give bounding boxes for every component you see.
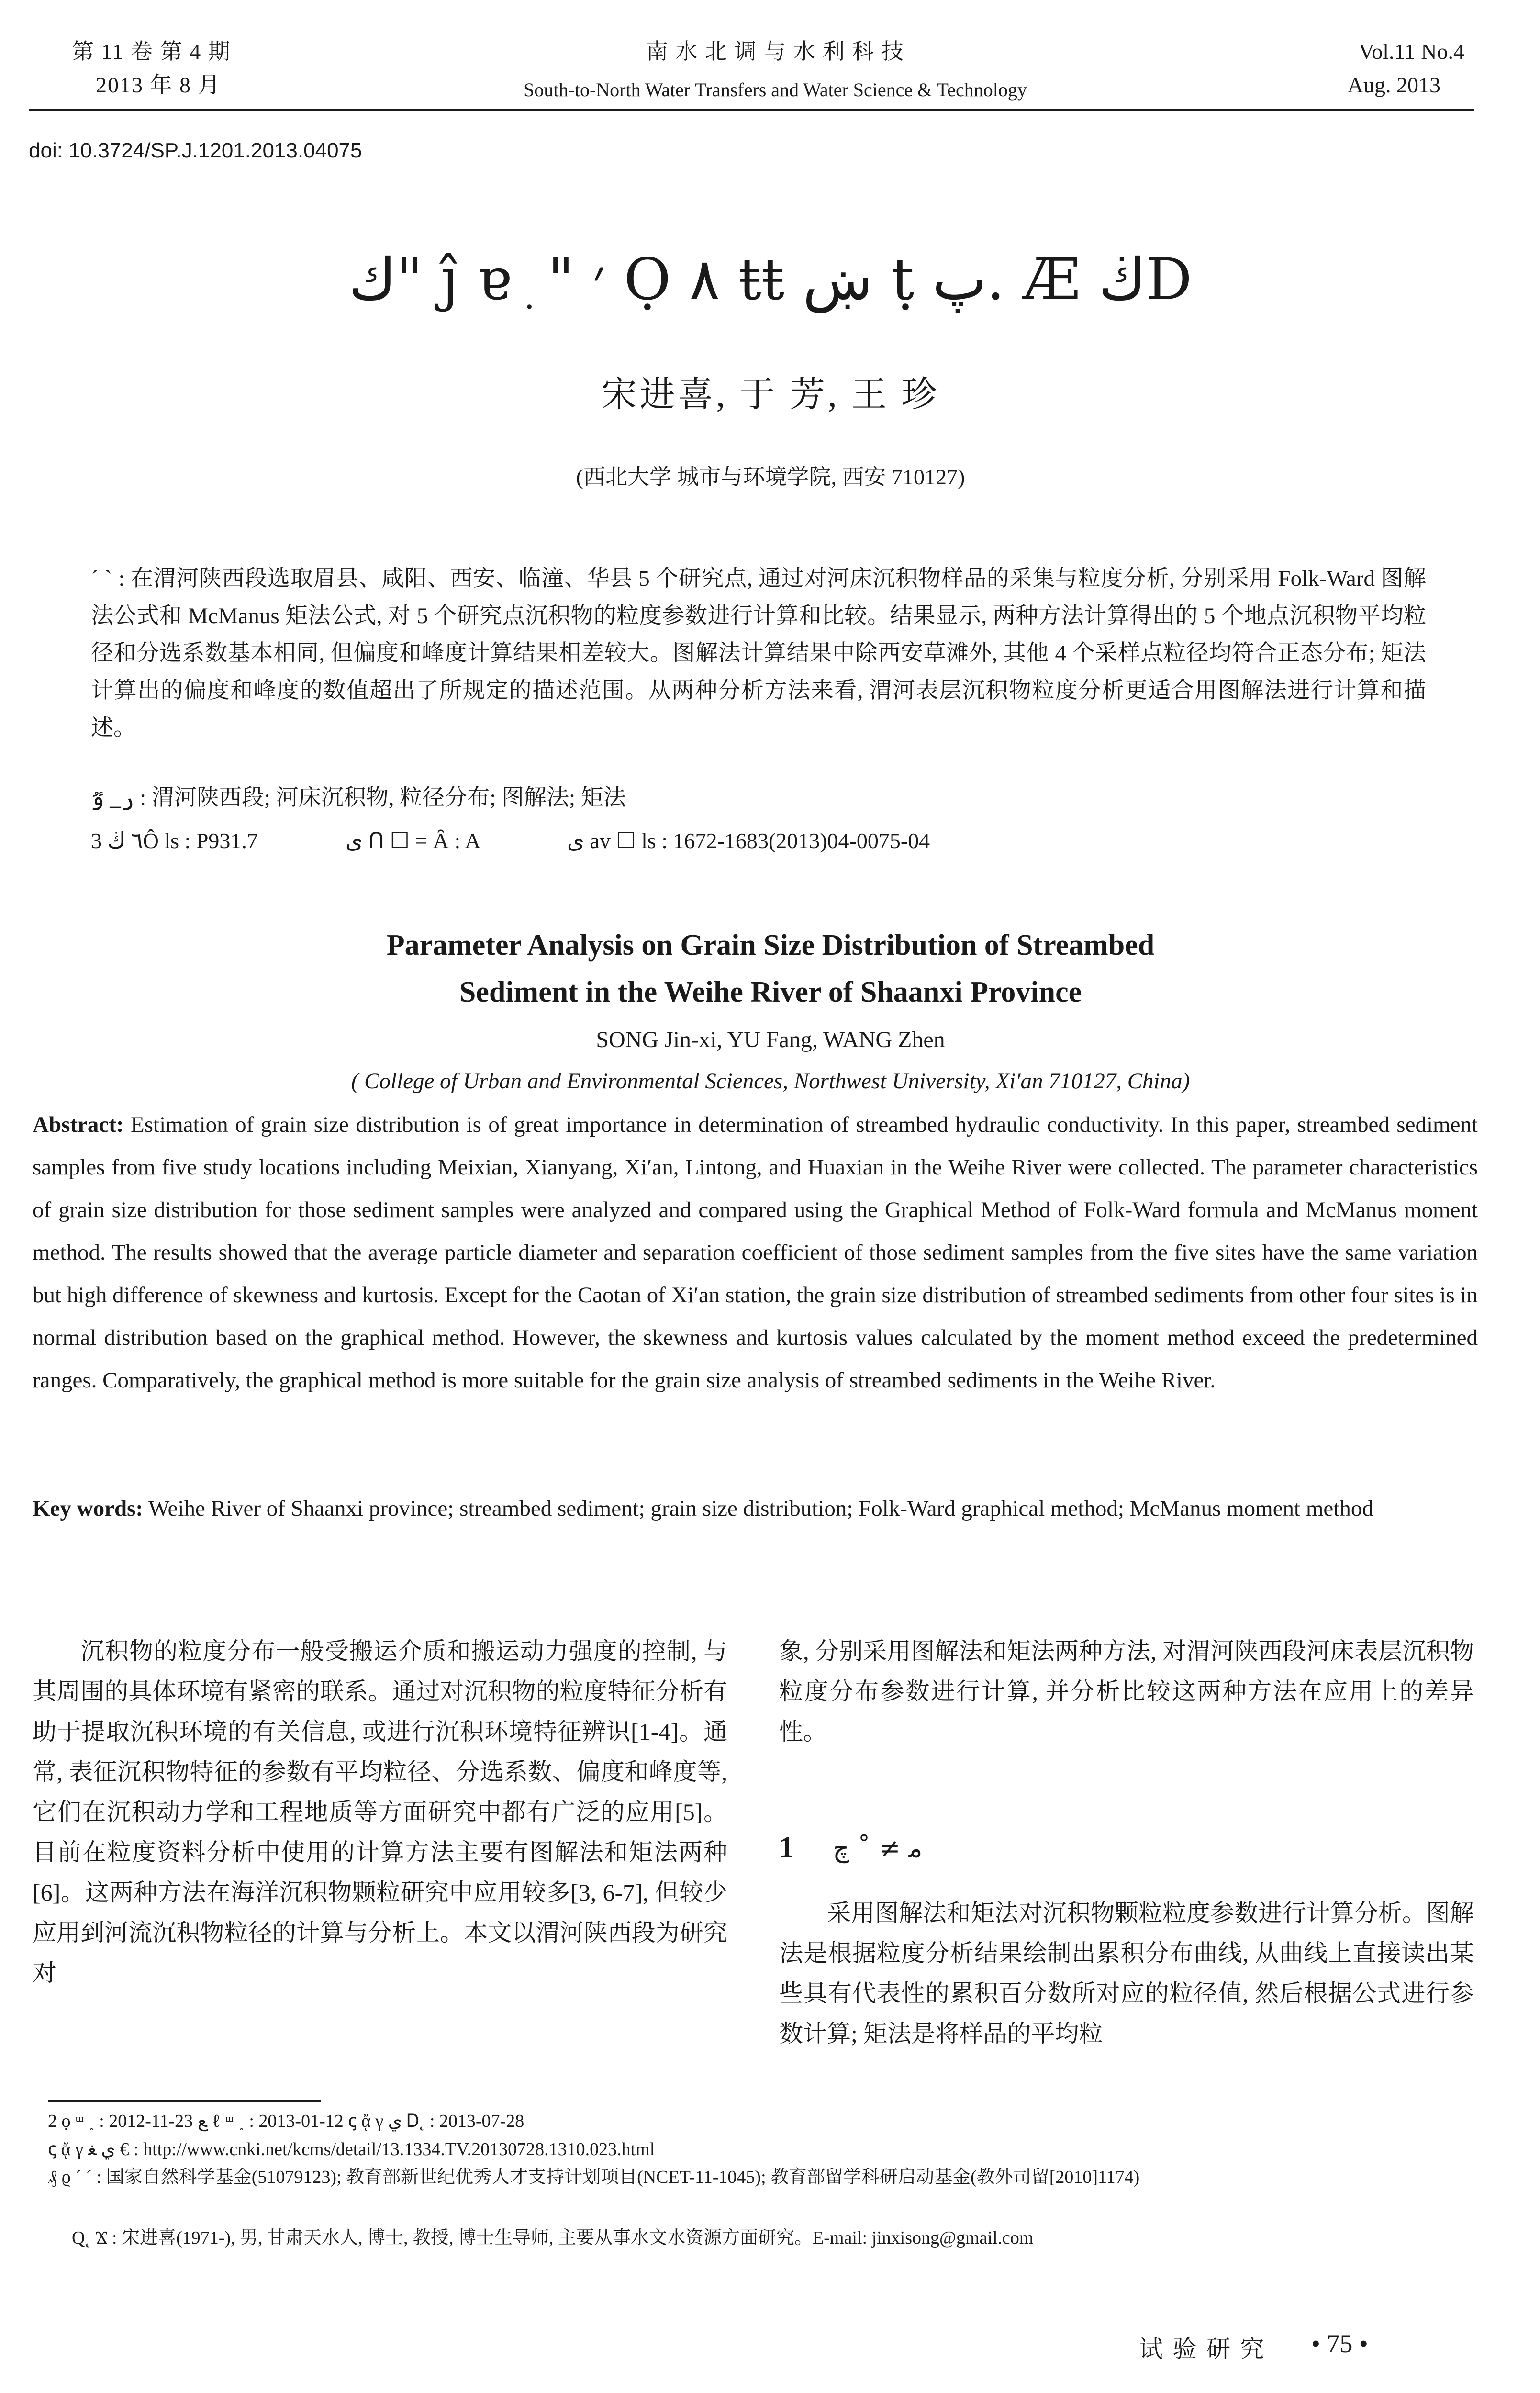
article-number: ى av ☐ ls : 1672-1683(2013)04-0075-04	[567, 828, 930, 853]
header-date: 2013 年 8 月	[96, 73, 221, 97]
journal-name-cn: 南 水 北 调 与 水 利 科 技	[646, 39, 904, 64]
page-number: • 75 •	[1311, 2329, 1368, 2358]
section-number: 1	[779, 1831, 794, 1864]
abstract-cn	[91, 560, 1426, 747]
paper-title-cn: ك" ĵ ɐ ִ " ׳ Ọ ٨ ŧŧ ښ ṭ پ. Æ ڬD	[348, 246, 1192, 313]
footnote-dates: 2 ọ ᵚ ˰ : 2012-11-23 ﻊ ℓ ᵚ ˰ : 2013-01-12 ꞔ ᾄ γ ي Ꭰ˛ : 2013-07-28	[48, 2111, 524, 2131]
footnote-author-text: 宋进喜(1971-), 男, 甘肃天水人, 博士, 教授, 博士生导师, 主要从事水文水资源方面研究。E-mail: jinxisong@gmail.com	[122, 2228, 1034, 2248]
abstract-en-label: Abstract:	[33, 1112, 124, 1137]
section-heading	[779, 1828, 923, 1867]
section-title: ﻣ ≠ ˚ ﭺ	[833, 1833, 923, 1863]
body-right-paragraph1: 象, 分别采用图解法和矩法两种方法, 对渭河陕西段河床表层沉积物粒度分布参数进行计算, 并分析比较这两种方法在应用上的差异性。	[779, 1638, 1474, 1745]
clc-number: 3 ٦ ڬÔ ls : P931.7	[91, 828, 258, 853]
keywords-en-label: Key words:	[33, 1496, 144, 1521]
keywords-cn-label: ر_ ٷ :	[91, 785, 152, 810]
keywords-en-text: Weihe River of Shaanxi province; streambed sediment; grain size distribution; Folk-Ward graphical method; McManus moment method	[143, 1496, 1373, 1521]
paper-title-en-line1: Parameter Analysis on Grain Size Distribution of Streambed	[386, 929, 1155, 962]
footnote-fund	[48, 2164, 1540, 2191]
footnote-rule	[48, 2100, 321, 2102]
footer-section-label: 试 验 研 究	[1139, 2336, 1266, 2362]
header-aug-year: Aug. 2013	[1347, 73, 1440, 97]
authors-en: SONG Jin-xi, YU Fang, WANG Zhen	[596, 1027, 945, 1052]
affiliation-cn: (西北大学 城市与环境学院, 西安 710127)	[576, 465, 965, 489]
body-left-paragraph: 沉积物的粒度分布一般受搬运介质和搬运动力强度的控制, 与其周围的具体环境有紧密的联系。通过对沉积物的粒度特征分析有助于提取沉积环境的有关信息, 或进行沉积环境特征辨识[1-4]。通常, 表征沉积物特征的参数有平均粒径、分选系数、偏度和峰度等, 它们在沉积动力学和工程地质等方面研究中都有广泛的应用[5]。目前在粒度资料分析中使用的计算方法主要有图解法和矩法两种[6]。这两种方法在海洋沉积物颗粒研究中应用较多[3, 6-7], 但较少应用到河流沉积物粒径的计算与分析上。本文以渭河陕西段为研究对	[33, 1638, 727, 1986]
footnote-fund-label: ₰ ϱ ˊ ˊ :	[48, 2167, 106, 2187]
journal-name-en: South-to-North Water Transfers and Water Science & Technology	[524, 79, 1027, 101]
abstract-en	[33, 1104, 1478, 1402]
abstract-cn-text: 在渭河陕西段选取眉县、咸阳、西安、临潼、华县 5 个研究点, 通过对河床沉积物样品的采集与粒度分析, 分别采用 Folk-Ward 图解法公式和 McManus 矩法公式, 对 5 个研究点沉积物的粒度参数进行计算和比较。结果显示, 两种方法计算得出的 5 个地点沉积物平均粒径和分选系数基本相同, 但偏度和峰度计算结果相差较大。图解法计算结果中除西安草滩外, 其他 4 个采样点粒径均符合正态分布; 矩法计算出的偏度和峰度的数值超出了所规定的描述范围。从两种分析方法来看, 渭河表层沉积物粒度分析更适合用图解法进行计算和描述。	[91, 566, 1426, 740]
keywords-cn-text: 渭河陕西段; 河床沉积物, 粒径分布; 图解法; 矩法	[151, 785, 626, 810]
footnote-online-url: ꞔ ᾄ γ ي ﻐ € : http://www.cnki.net/kcms/detail/13.1334.TV.20130728.1310.023.html	[48, 2139, 655, 2159]
doi: doi: 10.3724/SP.J.1201.2013.04075	[29, 139, 362, 162]
keywords-en	[33, 1487, 1478, 1530]
affiliation-en: ( College of Urban and Environmental Sciences, Northwest University, Xi′an 710127, China)	[351, 1069, 1190, 1094]
footnote-author	[72, 2225, 1474, 2252]
footnote-fund-text: 国家自然科学基金(51079123); 教育部新世纪优秀人才支持计划项目(NCET-11-1045); 教育部留学科研启动基金(教外司留[2010]1174)	[106, 2167, 1140, 2187]
authors-cn: 宋进喜, 于 芳, 王 珍	[601, 375, 940, 414]
header-rule	[29, 109, 1474, 111]
footnote-author-label: Q˛ Ϫ :	[72, 2228, 122, 2248]
abstract-cn-label: ˊ ˋ :	[91, 566, 131, 591]
header-volume-issue: 第 11 卷 第 4 期	[72, 39, 231, 64]
abstract-en-text: Estimation of grain size distribution is of great importance in determination of streambed hydraulic conductivity. In this paper, streambed sediment samples from five study locations including Meixian, Xianyang, Xi′an, Lintong, and Huaxian in the Weihe River were collected. The parameter characteristics of grain size distribution for those sediment samples were analyzed and compared using the Graphical Method of Folk-Ward formula and McManus moment method. The results showed that the average particle diameter and separation coefficient of those sediment samples from the five sites have the same variation but high difference of skewness and kurtosis. Except for the Caotan of Xi′an station, the grain size distribution of streambed sediments from other four sites is in normal distribution based on the graphical method. However, the skewness and kurtosis values calculated by the moment method exceed the predetermined ranges. Comparatively, the graphical method is more suitable for the grain size analysis of streambed sediments in the Weihe River.	[33, 1112, 1478, 1393]
paper-title-en-line2: Sediment in the Weihe River of Shaanxi Province	[459, 976, 1082, 1008]
classification-line	[91, 824, 1426, 858]
document-code: ى ᑎ ☐ = Ȃ : A	[345, 828, 480, 853]
header-vol-no: Vol.11 No.4	[1358, 39, 1464, 64]
keywords-cn	[91, 781, 1426, 815]
body-right-paragraph2: 采用图解法和矩法对沉积物颗粒粒度参数进行计算分析。图解法是根据粒度分析结果绘制出累积分布曲线, 从曲线上直接读出某些具有代表性的累积百分数所对应的粒径值, 然后根据公式进行参数计算; 矩法是将样品的平均粒	[779, 1900, 1474, 2047]
